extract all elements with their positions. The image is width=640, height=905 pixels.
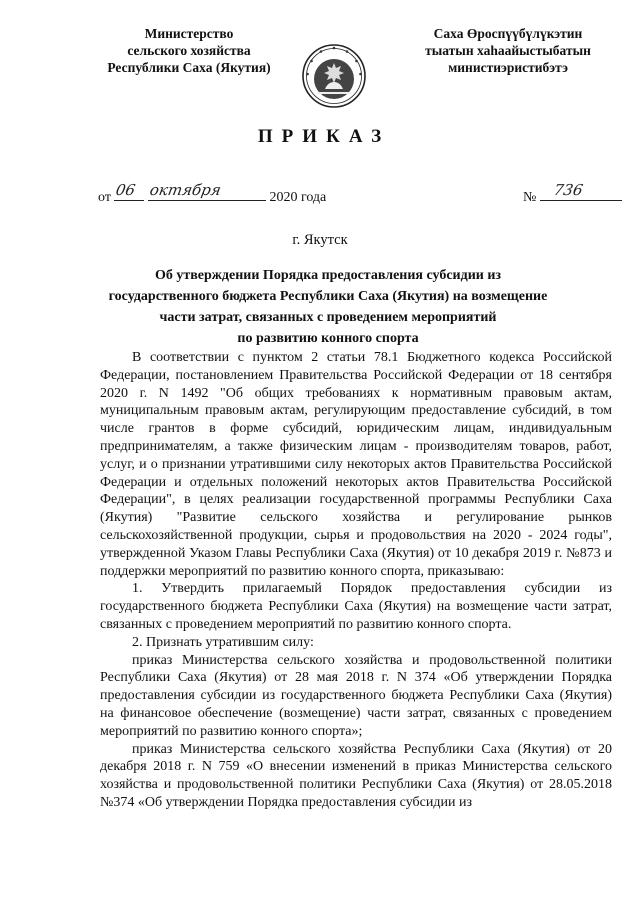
handwritten-number: 736: [552, 181, 585, 199]
handwritten-day: 06: [114, 181, 138, 199]
body-paragraph: приказ Министерства сельского хозяйства Республики Саха (Якутия) от 20 декабря 2018 г. N 759 «О внесении изменений в приказ Министерства сельского хозяйства и продовольственной политики Республики Саха (Якутия) от 28.05.2018 №374 «Об утверждении Порядка предоставления субсидии из: [100, 741, 612, 810]
order-date: [98, 181, 327, 206]
ministry-name-line: Министерство: [144, 26, 234, 41]
handwritten-month: октября: [148, 181, 223, 199]
number-prefix: №: [523, 190, 537, 205]
document-title-line: по развитию конного спорта: [237, 331, 419, 346]
ministry-name-line: тыатын хаһаайыстыбатын: [425, 43, 591, 58]
order-title: ПРИКАЗ: [257, 126, 391, 147]
ministry-name-line: Республики Саха (Якутия): [107, 60, 271, 75]
coat-of-arms-icon: [301, 43, 367, 109]
document-title-line: части затрат, связанных с проведением мероприятий: [159, 310, 497, 325]
month-field: [148, 181, 266, 201]
body-paragraph: В соответствии с пунктом 2 статьи 78.1 Бюджетного кодекса Российской Федерации, постановлением Правительства Российской Федерации от 18 сентября 2020 г. N 1492 "Об общих требованиях к нормативным правовым актам, муниципальным правовым актам, регулирующим предоставление субсидий, в том числе грантов в форме субсидий, юридическим лицам, индивидуальным предпринимателям, а также физическим лицам - производителям товаров, работ, услуг, и о признании утратившими силу некоторых актов Правительства Российской Федерации и отдельных положений некоторых актов Правительства Российской Федерации", в целях реализации государственной программы Республики Саха (Якутия) "Развитие сельского хозяйства и регулирование рынков сельскохозяйственной продукции, сырья и продовольствия на 2020 - 2024 годы", утвержденной Указом Главы Республики Саха (Якутия) от 10 декабря 2019 г. №873 и поддержки мероприятий по развитию конного спорта, приказываю:: [100, 350, 612, 579]
day-field: [114, 181, 144, 201]
ministry-name-line: сельского хозяйства: [127, 43, 251, 58]
body-paragraph: 2. Признать утратившим силу:: [132, 634, 314, 650]
ministry-name-russian: [82, 25, 296, 76]
document-title: [100, 265, 556, 349]
date-prefix: от: [98, 190, 111, 205]
year-suffix: 2020 года: [269, 190, 327, 205]
order-number: [523, 181, 622, 206]
ministry-name-line: министиэристибэтэ: [448, 60, 568, 75]
body-paragraph: 1. Утвердить прилагаемый Порядок предоставления субсидии из государственного бюджета Республики Саха (Якутия) на возмещение части затрат, связанных с проведением мероприятий по развитию конного спорта.: [100, 581, 612, 632]
document-title-line: государственного бюджета Республики Саха (Якутия) на возмещение: [108, 289, 548, 304]
ministry-name-line: Саха Өроспүүбүлүкэтин: [433, 26, 583, 41]
ministry-name-yakut: [392, 25, 624, 76]
body-paragraph: приказ Министерства сельского хозяйства и продовольственной политики Республики Саха (Якутия) от 28 мая 2018 г. N 374 «Об утверждении Порядка предоставления субсидии из государственного бюджета Республики Саха (Якутия) на финансовое обеспечение (возмещение) части затрат, связанных с проведением мероприятий по развитию конного спорта»;: [100, 652, 612, 739]
document-body: [100, 349, 612, 812]
city-line: г. Якутск: [292, 232, 348, 248]
document-title-line: Об утверждении Порядка предоставления субсидии из: [154, 268, 502, 283]
number-field: [540, 181, 622, 201]
